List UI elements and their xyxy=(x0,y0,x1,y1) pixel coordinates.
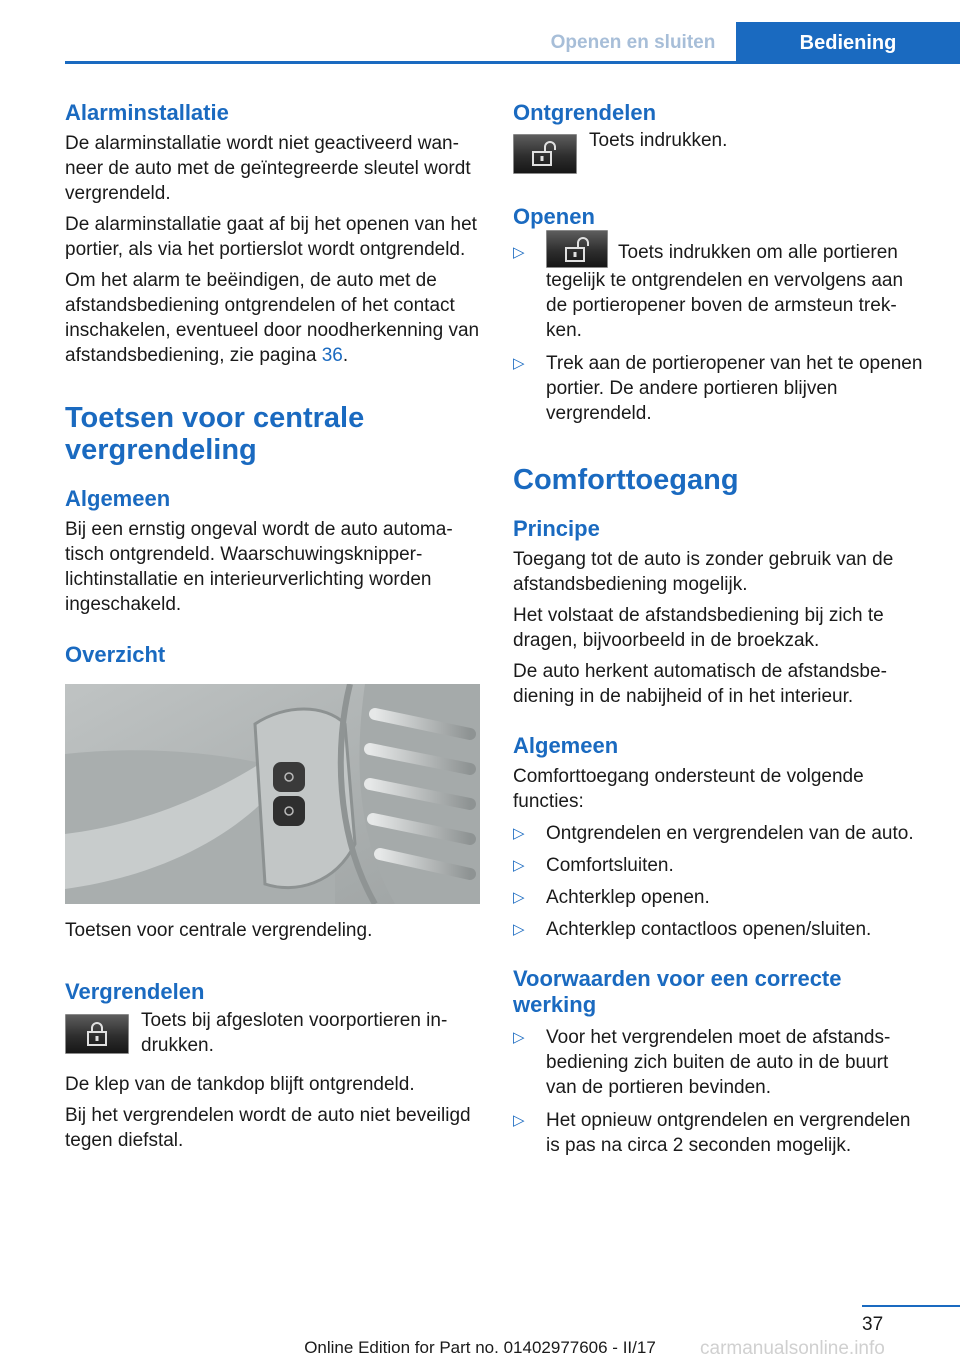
principle-paragraph-3: De auto herkent automatisch de afstandsbediening in de nabijheid of in het interieur. xyxy=(513,661,887,707)
alarm-paragraph-3-text: Om het alarm te beëindigen, de auto met de afstandsbediening ontgrendelen of het contact inschakelen, eventueel door noodherkenning van afstandsbediening, zie pagina xyxy=(65,270,480,366)
functions-item-text: Achterklep openen. xyxy=(546,887,710,908)
left-column xyxy=(65,100,480,1153)
open-item-text: Toets indrukken om alle portieren tegelijk te ontgrendelen en vervolgens aan de portieropener boven de armsteun trekken. xyxy=(546,242,904,341)
unlock-key-inline[interactable] xyxy=(546,230,608,268)
bullet-triangle-icon: ▷ xyxy=(513,1112,525,1129)
page-link-36[interactable]: 36 xyxy=(321,345,343,366)
bullet-triangle-icon: ▷ xyxy=(513,1029,525,1046)
open-list xyxy=(513,240,923,426)
bullet-triangle-icon: ▷ xyxy=(513,825,525,842)
functions-item-text: Achterklep contactloos openen/sluiten. xyxy=(546,919,872,940)
functions-list xyxy=(513,821,923,942)
unlock-icon xyxy=(565,237,591,263)
general-paragraph-right: Comforttoegang ondersteunt de volgende functies: xyxy=(513,766,864,812)
alarm-paragraph-3-end: . xyxy=(342,345,349,366)
lock-paragraph-2: Bij het vergrendelen wordt de auto niet beveiligd tegen diefstal. xyxy=(65,1105,471,1151)
unlock-heading: Ontgrendelen xyxy=(513,100,657,125)
general-heading-left: Algemeen xyxy=(65,486,171,511)
principle-paragraph-1: Toegang tot de auto is zonder gebruik van de afstandsbediening mogelijk. xyxy=(513,549,894,595)
conditions-list-item xyxy=(513,1025,923,1100)
alarm-paragraph-3 xyxy=(65,268,480,368)
alarm-paragraph-2: De alarminstallatie gaat af bij het openen van het portier, als via het portierslot wordt ontgrendeld. xyxy=(65,214,477,260)
conditions-item-text: Het opnieuw ontgrendelen en vergrendelen is pas na circa 2 seconden mogelijk. xyxy=(546,1110,911,1156)
overview-heading: Overzicht xyxy=(65,642,166,667)
functions-item-text: Comfortsluiten. xyxy=(546,855,674,876)
alarm-heading: Alarminstallatie xyxy=(65,100,229,125)
principle-heading: Principe xyxy=(513,516,600,541)
alarm-paragraph-1: De alarminstallatie wordt niet geactiveerd wanneer de auto met de geïntegreerde sleutel wordt vergrendeld. xyxy=(65,133,471,204)
footer-rule xyxy=(862,1305,960,1307)
bullet-triangle-icon: ▷ xyxy=(513,355,525,372)
functions-item-text: Ontgrendelen en vergrendelen van de auto. xyxy=(546,823,914,844)
header-section-tab: Openen en sluiten xyxy=(550,32,716,53)
functions-list-item xyxy=(513,853,923,878)
principle-paragraph-2: Het volstaat de afstandsbediening bij zich te dragen, bijvoorbeeld in de broekzak. xyxy=(513,605,884,651)
photo-caption: Toetsen voor centrale vergrendeling. xyxy=(65,920,373,941)
central-locking-buttons-photo xyxy=(65,684,480,904)
general-heading-right: Algemeen xyxy=(513,733,619,758)
conditions-item-text: Voor het vergrendelen moet de afstandsbediening zich buiten de auto in de buurt van de portieren bevinden. xyxy=(546,1027,891,1098)
header-chapter-tab: Bediening xyxy=(736,22,960,61)
general-paragraph-left: Bij een ernstig ongeval wordt de auto automatisch ontgrendeld. Waarschuwingsknipperlichtinstallatie en interieurverlichting worden ingeschakeld. xyxy=(65,519,453,615)
lock-key-text: Toets bij afgesloten voorportieren indrukken. xyxy=(141,1010,448,1056)
bullet-triangle-icon: ▷ xyxy=(513,921,525,938)
bullet-triangle-icon: ▷ xyxy=(513,857,525,874)
conditions-list xyxy=(513,1025,923,1158)
right-column xyxy=(513,100,923,1158)
lock-paragraph-1: De klep van de tankdop blijft ontgrendeld. xyxy=(65,1074,415,1095)
unlock-key-row xyxy=(513,128,923,174)
bullet-triangle-icon: ▷ xyxy=(513,244,525,261)
open-heading: Openen xyxy=(513,204,595,229)
unlock-key-text: Toets indrukken. xyxy=(589,130,728,151)
page-number: 37 xyxy=(862,1314,884,1335)
lock-key-button[interactable] xyxy=(65,1014,129,1054)
open-list-item xyxy=(513,240,923,343)
footer-edition: Online Edition for Part no. 01402977606 - II/17 xyxy=(304,1338,656,1357)
unlock-icon xyxy=(532,141,558,167)
lock-heading: Vergrendelen xyxy=(65,979,205,1004)
lock-icon xyxy=(84,1021,110,1047)
conditions-list-item xyxy=(513,1108,923,1158)
comfort-access-heading: Comforttoegang xyxy=(513,464,739,496)
unlock-key-button[interactable] xyxy=(513,134,577,174)
open-item-text: Trek aan de portieropener van het te openen portier. De andere portieren blijven vergrendeld. xyxy=(546,353,923,424)
lock-key-row xyxy=(65,1008,480,1058)
watermark: carmanualsonline.info xyxy=(700,1338,885,1359)
functions-list-item xyxy=(513,917,923,942)
open-list-item xyxy=(513,351,923,426)
functions-list-item xyxy=(513,821,923,846)
conditions-heading: Voorwaarden voor een correcte werking xyxy=(513,966,842,1017)
bullet-triangle-icon: ▷ xyxy=(513,889,525,906)
functions-list-item xyxy=(513,885,923,910)
central-locking-heading: Toetsen voor centrale vergrendeling xyxy=(65,402,365,466)
header-rule xyxy=(65,61,960,64)
